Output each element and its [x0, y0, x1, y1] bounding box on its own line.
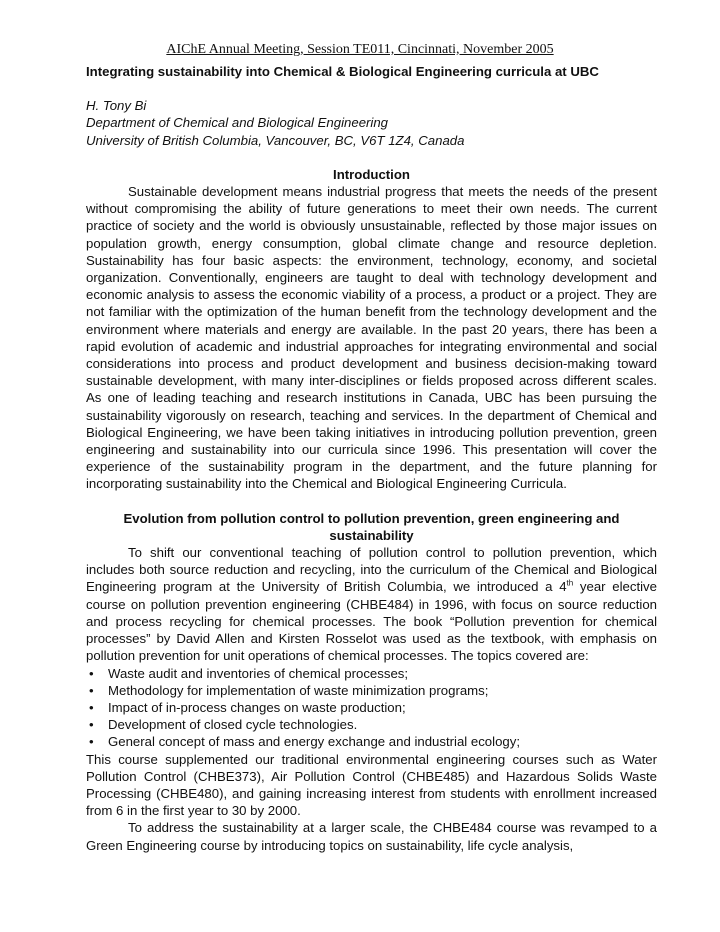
evolution-heading: Evolution from pollution control to pollution prevention, green engineering and sustainability — [123, 510, 620, 543]
author-name: H. Tony Bi — [86, 98, 147, 114]
topic-text: Waste audit and inventories of chemical processes; — [108, 665, 409, 681]
evolution-text-start: To shift our conventional teaching of pollution control to pollution prevention, which includes both source reduction and recycling, into the curriculum of the Chemical and Biological Engineering program at the University of British Columbia, we introduced a 4 — [86, 545, 657, 595]
list-item — [86, 733, 657, 750]
author-affiliation: University of British Columbia, Vancouver, BC, V6T 1Z4, Canada — [86, 132, 465, 148]
list-item — [86, 699, 657, 716]
bullet-icon: • — [89, 717, 94, 733]
topic-text: Development of closed cycle technologies. — [108, 717, 358, 733]
list-item — [86, 716, 657, 733]
page-content — [86, 63, 657, 854]
bullet-icon: • — [89, 734, 94, 750]
revamp-paragraph: To address the sustainability at a larger scale, the CHBE484 course was revamped to a Green Engineering course by introducing topics on sustainability, life cycle analysis, — [86, 820, 657, 853]
introduction-paragraph: Sustainable development means industrial progress that meets the needs of the present without compromising the ability of future generations to meet their own needs. The current practice of society and the world is obviously unsustainable, reflected by those major issues on population growth, energy consumption, global climate change and resource depletion. Sustainability has four basic aspects: the environment, technology, economy, and societal organization. Conventionally, engineers are taught to deal with technology development and economic analysis to assess the economic viability of a process, a product or a project. They are not familiar with the optimization of the human benefit from the technology development and the environment where materials and energy are available. In the past 20 years, there has been a rapid evolution of academic and industrial approaches for integrating environmental and social considerations into process and product development and business decision-making toward sustainable development, with many inter-disciplines or fields proposed across different scales. As one of leading teaching and research institutions in Canada, UBC has been pursuing the sustainability vigorously on research, teaching and services. In the department of Chemical and Biological Engineering, we have been taking initiatives in introducing pollution prevention, green engineering and sustainability into our curricula since 1996. This presentation will cover the experience of the sustainability program in the department, and the future planning for incorporating sustainability into the Chemical and Biological Engineering Curricula. — [86, 184, 657, 492]
bullet-icon: • — [89, 665, 94, 681]
topic-text: Impact of in-process changes on waste production; — [108, 699, 406, 715]
topic-text: Methodology for implementation of waste minimization programs; — [108, 682, 489, 698]
topics-list — [86, 665, 657, 751]
paper-title: Integrating sustainability into Chemical & Biological Engineering curricula at UBC — [86, 64, 599, 79]
evolution-text-end: year elective course on pollution prevention engineering (CHBE484) in 1996, with focus on source reduction and process recycling for chemical processes. The book “Pollution prevention for chemical processes” by David Allen and Kirsten Rosselot was used as the textbook, with emphasis on pollution prevention for unit operations of chemical processes. The topics covered are: — [86, 579, 657, 664]
bullet-icon: • — [89, 699, 94, 715]
list-item — [86, 665, 657, 682]
supplement-paragraph: This course supplemented our traditional environmental engineering courses such as Water Pollution Control (CHBE373), Air Pollution Control (CHBE485) and Hazardous Solids Waste Processing (CHBE480), and gaining increasing interest from students with enrollment increased from 6 in the first year to 30 by 2000. — [86, 751, 657, 819]
bullet-icon: • — [89, 682, 94, 698]
author-department: Department of Chemical and Biological Engineering — [86, 115, 389, 131]
running-header: AIChE Annual Meeting, Session TE011, Cincinnati, November 2005 — [166, 42, 554, 57]
topic-text: General concept of mass and energy exchange and industrial ecology; — [108, 734, 520, 750]
introduction-heading: Introduction — [333, 166, 410, 182]
list-item — [86, 682, 657, 699]
evolution-paragraph — [86, 544, 657, 664]
ordinal-suffix: th — [566, 579, 574, 589]
